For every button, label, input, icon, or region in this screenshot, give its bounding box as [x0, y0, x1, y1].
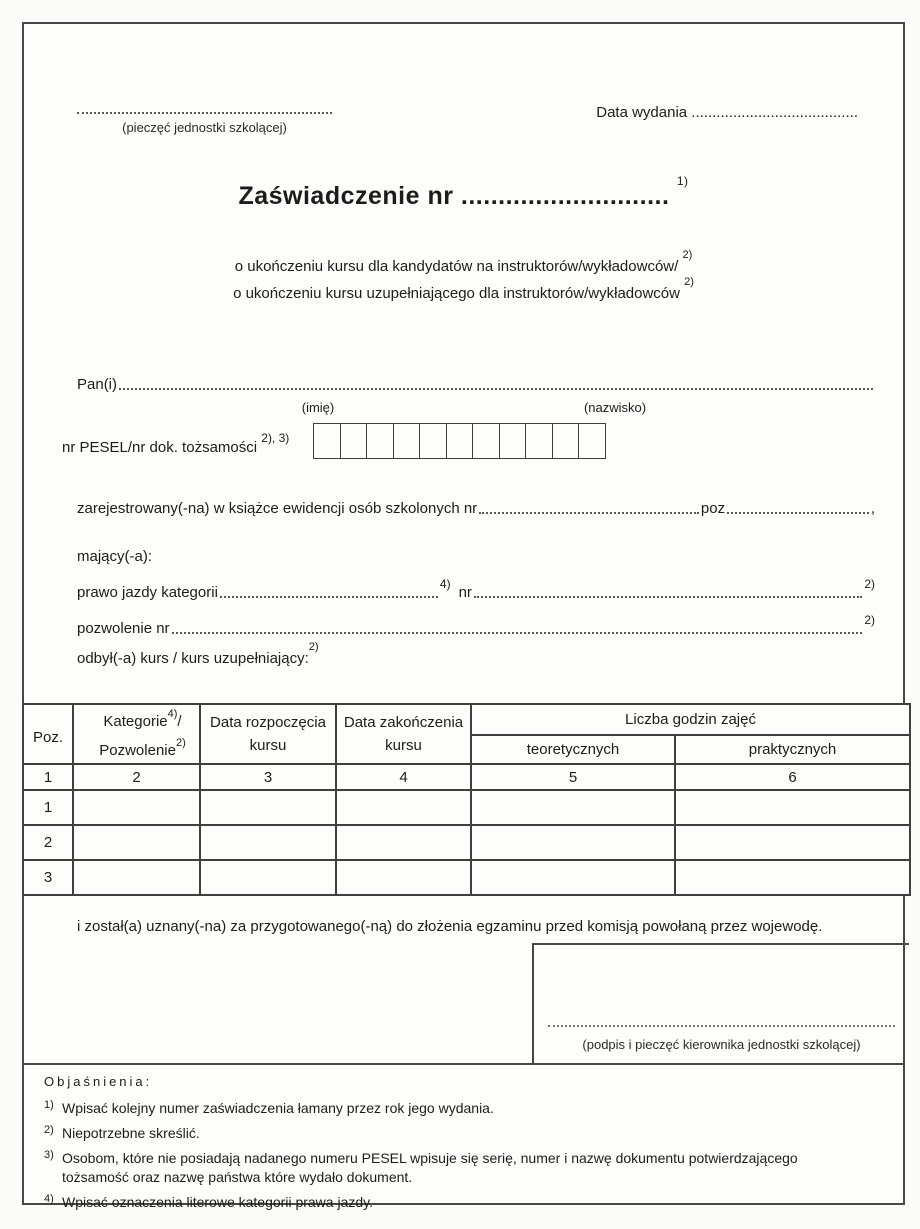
- row-number: 2: [23, 825, 73, 860]
- permit-footnote-ref: 2): [864, 613, 875, 627]
- empty-cell: [471, 825, 675, 860]
- pesel-cell: [366, 423, 394, 459]
- header-hours: Liczba godzin zajęć: [471, 704, 910, 735]
- empty-cell: [73, 825, 200, 860]
- footnote-3-marker: 3): [44, 1149, 54, 1161]
- footnote-1-marker: 1): [44, 1099, 54, 1111]
- col-num-4: 4: [336, 764, 471, 790]
- driving-license-line: [77, 577, 875, 601]
- col-num-1: 1: [23, 764, 73, 790]
- header-kategorie-line1: [86, 705, 199, 734]
- signature-box: [532, 943, 909, 1065]
- certificate-sheet: [22, 22, 905, 1210]
- start-date-line1: Data rozpoczęcia: [210, 714, 326, 731]
- pozwolenie-ref: 2): [175, 737, 186, 749]
- course-completed-line: [77, 641, 319, 667]
- empty-cell: [200, 790, 336, 825]
- license-nr-footnote-ref: 2): [864, 577, 875, 591]
- kategorie-slash: /: [177, 713, 182, 730]
- having-label: mający(-a):: [77, 548, 153, 565]
- pesel-cell: [419, 423, 447, 459]
- title-text: Zaświadczenie nr ............................: [238, 182, 670, 210]
- col-num-3: 3: [200, 764, 336, 790]
- empty-cell: [675, 825, 910, 860]
- name-fill-line: [77, 376, 875, 393]
- header-kategorie-line2: [86, 734, 199, 763]
- empty-cell: [200, 860, 336, 895]
- column-number-row: [23, 764, 910, 790]
- last-name-caption: (nazwisko): [583, 400, 647, 415]
- footnote-1-text: Wpisać kolejny numer zaświadczenia łamany przez rok jego wydania.: [62, 1100, 494, 1116]
- exam-statement: i został(a) uznany(-na) za przygotowanego(-ną) do złożenia egzaminu przed komisją powołaną przez wojewodę.: [77, 918, 823, 935]
- pesel-cell: [525, 423, 553, 459]
- empty-cell: [73, 790, 200, 825]
- pesel-digit-boxes: [313, 423, 606, 459]
- registration-prefix: zarejestrowany(-na) w książce ewidencji osób szkolonych nr: [77, 500, 478, 517]
- subtitle-line-2-text: o ukończeniu kursu uzupełniającego dla instruktorów/wykładowców: [233, 285, 680, 302]
- empty-cell: [471, 860, 675, 895]
- document-subtitle: [24, 251, 903, 305]
- course-footnote-ref: 2): [308, 641, 319, 653]
- pesel-cell: [499, 423, 527, 459]
- footnote-2-text: Niepotrzebne skreślić.: [62, 1125, 200, 1141]
- table-row: [23, 790, 910, 825]
- poz-number-fill: [727, 512, 869, 514]
- empty-cell: [336, 825, 471, 860]
- kategorie-text: Kategorie: [103, 713, 168, 730]
- footnote-4-text: Wpisać oznaczenia literowe kategorii prawa jazdy.: [62, 1194, 373, 1210]
- pesel-label-text: nr PESEL/nr dok. tożsamości: [62, 439, 258, 456]
- pesel-cell: [340, 423, 368, 459]
- end-date-line1: Data zakończenia: [343, 714, 464, 731]
- issue-date-dots: ........................................: [691, 104, 858, 121]
- footnote-1: [44, 1099, 883, 1118]
- empty-cell: [471, 790, 675, 825]
- footnote-4-marker: 4): [44, 1193, 54, 1205]
- first-name-caption: (imię): [301, 400, 335, 415]
- permit-line: [77, 613, 875, 637]
- footnote-3-text: Osobom, które nie posiadają nadanego numeru PESEL wpisuje się serię, numer i nazwę dokumentu potwierdzającego tożsamość oraz nazwę państwa które wydało dokument.: [62, 1150, 798, 1185]
- registration-number-fill: [479, 512, 699, 514]
- stamp-dotted-line: [77, 112, 332, 114]
- pesel-footnote-refs: 2), 3): [261, 431, 290, 445]
- kategorie-ref: 4): [167, 708, 178, 720]
- footnote-2: [44, 1124, 883, 1143]
- subtitle-line-1: [24, 251, 903, 278]
- document-title: [24, 173, 903, 211]
- col-num-5: 5: [471, 764, 675, 790]
- license-category-label: prawo jazdy kategorii: [77, 584, 218, 601]
- pan-label: Pan(i): [77, 376, 118, 393]
- pesel-label: [62, 431, 290, 456]
- license-nr-fill: [474, 596, 862, 598]
- subtitle-line-2: [24, 278, 903, 305]
- pesel-cell: [578, 423, 606, 459]
- pesel-row: [62, 423, 606, 459]
- pesel-cell: [472, 423, 500, 459]
- permit-label: pozwolenie nr: [77, 620, 170, 637]
- course-completed-label: odbył(-a) kurs / kurs uzupełniający:: [77, 650, 309, 667]
- empty-cell: [336, 790, 471, 825]
- explanations-section: [24, 1063, 903, 1210]
- license-category-fill: [220, 596, 438, 598]
- stamp-caption: (pieczęć jednostki szkolącej): [122, 120, 287, 135]
- col-num-6: 6: [675, 764, 910, 790]
- footnote-3: [44, 1149, 883, 1187]
- issue-date-line: [596, 104, 858, 121]
- table-header-row-1: [23, 704, 910, 735]
- header-theoretical: teoretycznych: [471, 735, 675, 764]
- table-row: [23, 825, 910, 860]
- subtitle-line-2-ref: 2): [684, 276, 694, 288]
- signature-caption: (podpis i pieczęć kierownika jednostki szkolącej): [582, 1037, 861, 1052]
- row-number: 3: [23, 860, 73, 895]
- header-end-date: [336, 704, 471, 764]
- registration-line: [77, 500, 875, 517]
- header-kategorie: [73, 704, 200, 764]
- header-practical: praktycznych: [675, 735, 910, 764]
- footnote-4: [44, 1193, 883, 1212]
- title-footnote-ref: 1): [676, 173, 689, 188]
- table-row: [23, 860, 910, 895]
- footnote-2-marker: 2): [44, 1124, 54, 1136]
- empty-cell: [675, 860, 910, 895]
- name-dotted-fill: [119, 388, 873, 390]
- license-nr-label: nr: [458, 584, 472, 601]
- license-footnote-ref: 4): [439, 577, 451, 591]
- issue-date-label: Data wydania: [596, 104, 688, 121]
- subtitle-line-1-ref: 2): [682, 249, 693, 261]
- empty-cell: [675, 790, 910, 825]
- permit-nr-fill: [172, 632, 863, 634]
- explanations-heading: Objaśnienia:: [44, 1074, 153, 1089]
- pesel-cell: [393, 423, 421, 459]
- empty-cell: [200, 825, 336, 860]
- end-date-line2: kursu: [385, 737, 422, 754]
- row-number: 1: [23, 790, 73, 825]
- pesel-cell: [552, 423, 580, 459]
- signature-dotted-line: [548, 1025, 895, 1027]
- start-date-line2: kursu: [249, 737, 287, 754]
- subtitle-line-1-text: o ukończeniu kursu dla kandydatów na instruktorów/wykładowców/: [234, 258, 679, 275]
- course-table: [22, 703, 911, 896]
- registration-comma: ,: [870, 500, 875, 517]
- pozwolenie-text: Pozwolenie: [99, 742, 176, 759]
- pesel-cell: [446, 423, 474, 459]
- empty-cell: [336, 860, 471, 895]
- col-num-2: 2: [73, 764, 200, 790]
- poz-label: poz: [700, 500, 726, 517]
- empty-cell: [73, 860, 200, 895]
- header-poz: Poz.: [23, 704, 73, 764]
- header-start-date: [200, 704, 336, 764]
- pesel-cell: [313, 423, 341, 459]
